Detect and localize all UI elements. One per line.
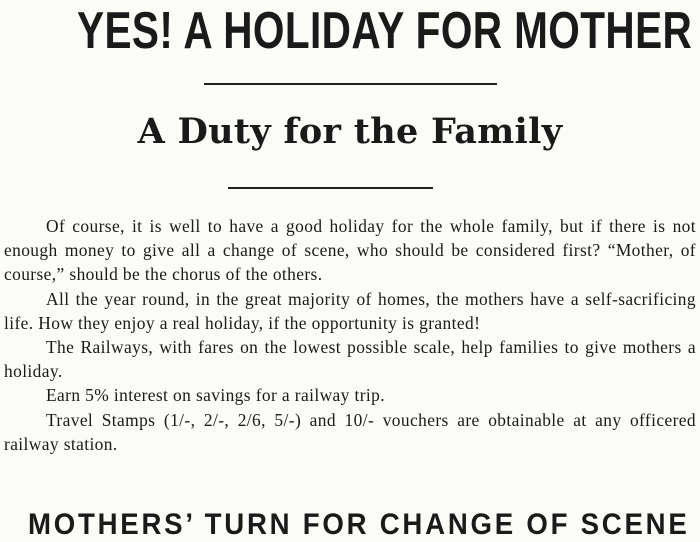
paragraph-railway-fares: The Railways, with fares on the lowest possible scale, help families to give mothers a holiday.	[4, 337, 696, 382]
paragraph-travel-stamps: Travel Stamps (1/-, 2/-, 2/6, 5/-) and 10/- vouchers are obtainable at any officered railway station.	[4, 409, 696, 454]
article-body	[4, 214, 696, 456]
paragraph-mothers-life: All the year round, in the great majority of homes, the mothers have a self-sacrificing life. How they enjoy a real holiday, if the opportunity is granted!	[4, 288, 696, 333]
footer-headline: MOTHERS’ TURN FOR CHANGE OF SCENE	[28, 508, 690, 541]
paragraph-family-holiday: Of course, it is well to have a good holiday for the whole family, but if there is not enough money to give all a change of scene, who should be considered first? “Mother, of course,” should be the chorus of the others.	[4, 216, 696, 285]
subheadline: A Duty for the Family	[137, 111, 563, 152]
divider-rule-top	[204, 83, 497, 85]
headline: YES! A HOLIDAY FOR MOTHER	[77, 2, 693, 60]
paragraph-interest: Earn 5% interest on savings for a railway trip.	[46, 385, 385, 406]
divider-rule-bottom	[228, 187, 433, 189]
